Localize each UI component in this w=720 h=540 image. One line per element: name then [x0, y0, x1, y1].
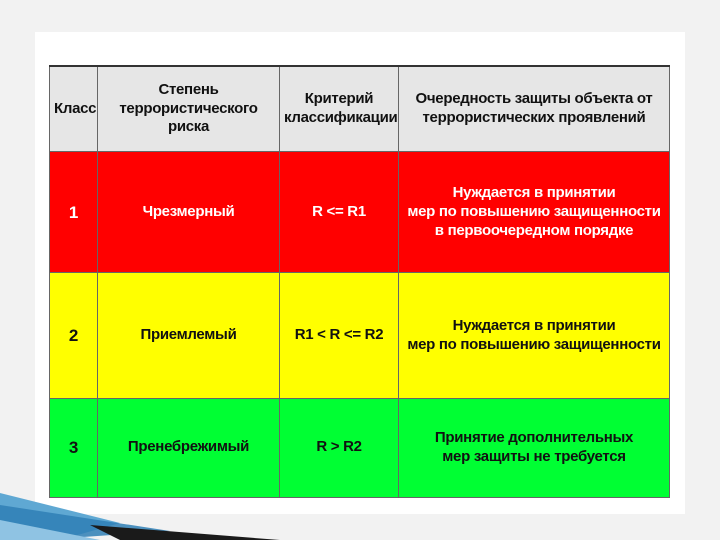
- table-header-row: [50, 66, 670, 152]
- row-priority: Нуждается в принятии мер по повышению защищенности: [399, 273, 670, 398]
- header-degree: Степень террористического риска: [98, 66, 280, 152]
- row-criterion: R <= R1: [280, 152, 399, 273]
- row-degree: Пренебрежимый: [98, 398, 280, 497]
- table-row: [50, 273, 670, 398]
- row-class: 1: [50, 152, 98, 273]
- row-degree: Приемлемый: [98, 273, 280, 398]
- row-criterion: R > R2: [280, 398, 399, 497]
- table-row: [50, 152, 670, 273]
- header-criterion: Критерий классификации: [280, 66, 399, 152]
- row-degree: Чрезмерный: [98, 152, 280, 273]
- row-priority: Принятие дополнительных мер защиты не требуется: [399, 398, 670, 497]
- row-class: 3: [50, 398, 98, 497]
- row-class: 2: [50, 273, 98, 398]
- risk-classification-table: [49, 65, 670, 498]
- header-class: Класс: [50, 66, 98, 152]
- row-priority: Нуждается в принятии мер по повышению защищенности в первоочередном порядке: [399, 152, 670, 273]
- row-criterion: R1 < R <= R2: [280, 273, 399, 398]
- decorative-swoosh: [0, 465, 300, 540]
- header-priority: Очередность защиты объекта от террористических проявлений: [399, 66, 670, 152]
